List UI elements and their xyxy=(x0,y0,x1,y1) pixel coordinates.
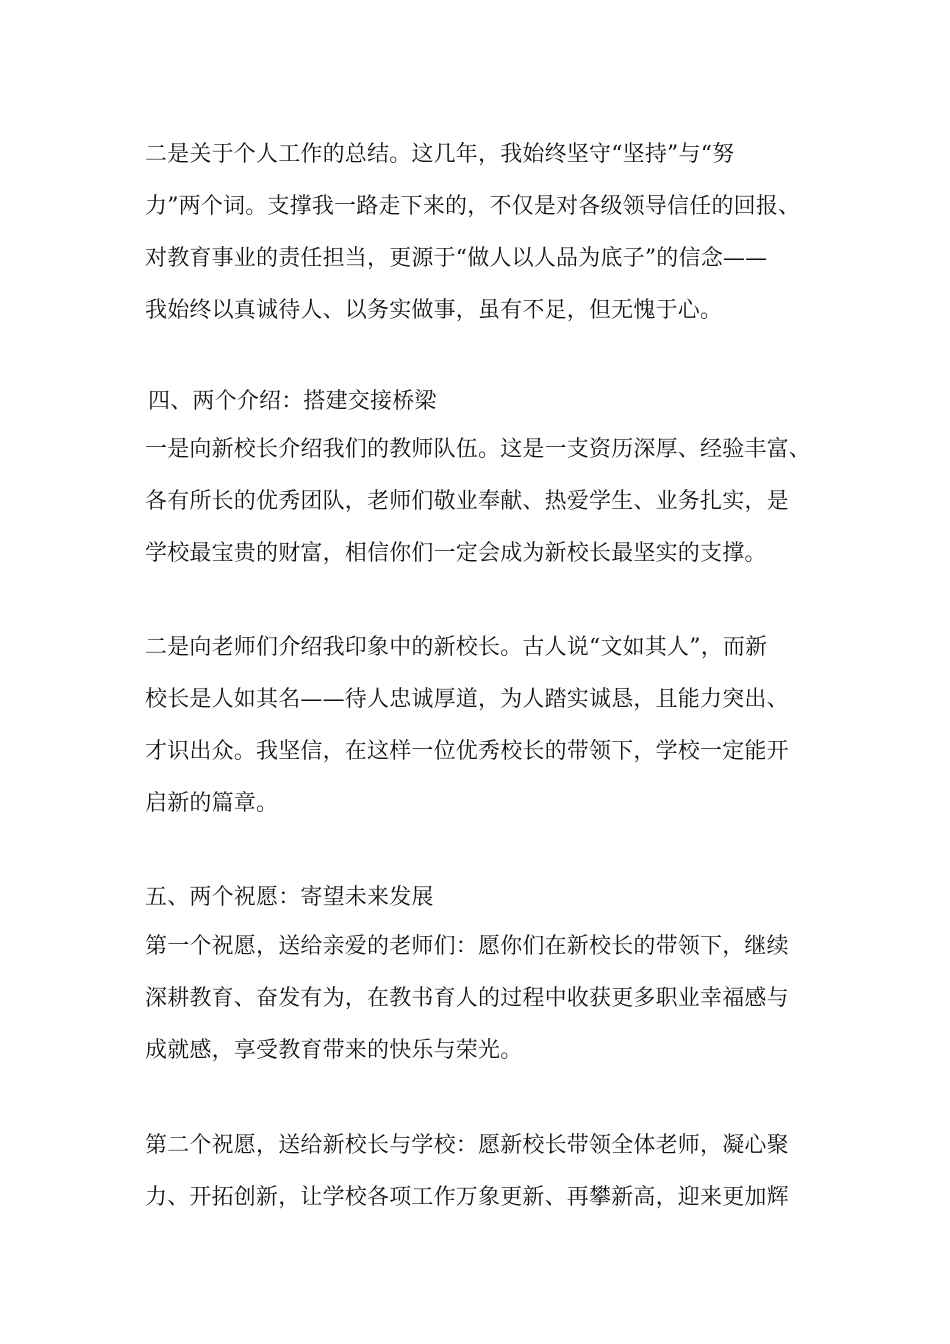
paragraph-4-line-3: 成就感，享受教育带来的快乐与荣光。 xyxy=(145,1038,523,1063)
paragraph-2-line-3: 学校最宝贵的财富，相信你们一定会成为新校长最坚实的支撑。 xyxy=(145,541,767,566)
paragraph-1-line-3: 对教育事业的责任担当，更源于“做人以人品为底子”的信念—— xyxy=(145,246,768,271)
paragraph-3-line-2: 校长是人如其名——待人忠诚厚道，为人踏实诚恳，且能力突出、 xyxy=(145,687,789,712)
paragraph-2-line-2: 各有所长的优秀团队，老师们敬业奉献、热爱学生、业务扎实，是 xyxy=(145,489,789,514)
paragraph-3-line-3: 才识出众。我坚信，在这样一位优秀校长的带领下，学校一定能开 xyxy=(145,739,789,764)
paragraph-4-line-1: 第一个祝愿，送给亲爱的老师们：愿你们在新校长的带领下，继续 xyxy=(145,934,789,959)
paragraph-5-line-2: 力、开拓创新，让学校各项工作万象更新、再攀新高，迎来更加辉 xyxy=(145,1185,789,1210)
section-heading-five: 五、两个祝愿：寄望未来发展 xyxy=(145,885,434,910)
paragraph-2-line-1: 一是向新校长介绍我们的教师队伍。这是一支资历深厚、经验丰富、 xyxy=(145,437,812,462)
paragraph-1-line-4: 我始终以真诚待人、以务实做事，虽有不足，但无愧于心。 xyxy=(145,298,723,323)
paragraph-4-line-2: 深耕教育、奋发有为，在教书育人的过程中收获更多职业幸福感与 xyxy=(145,986,789,1011)
paragraph-3-line-1: 二是向老师们介绍我印象中的新校长。古人说“文如其人”，而新 xyxy=(145,635,768,660)
paragraph-1-line-1: 二是关于个人工作的总结。这几年，我始终坚守“坚持”与“努 xyxy=(145,142,735,167)
paragraph-5-line-1: 第二个祝愿，送给新校长与学校：愿新校长带领全体老师，凝心聚 xyxy=(145,1133,789,1158)
paragraph-3-line-4: 启新的篇章。 xyxy=(145,791,279,816)
paragraph-1-line-2: 力”两个词。支撑我一路走下来的，不仅是对各级领导信任的回报、 xyxy=(145,194,801,219)
section-heading-four: 四、两个介绍：搭建交接桥梁 xyxy=(148,389,437,414)
